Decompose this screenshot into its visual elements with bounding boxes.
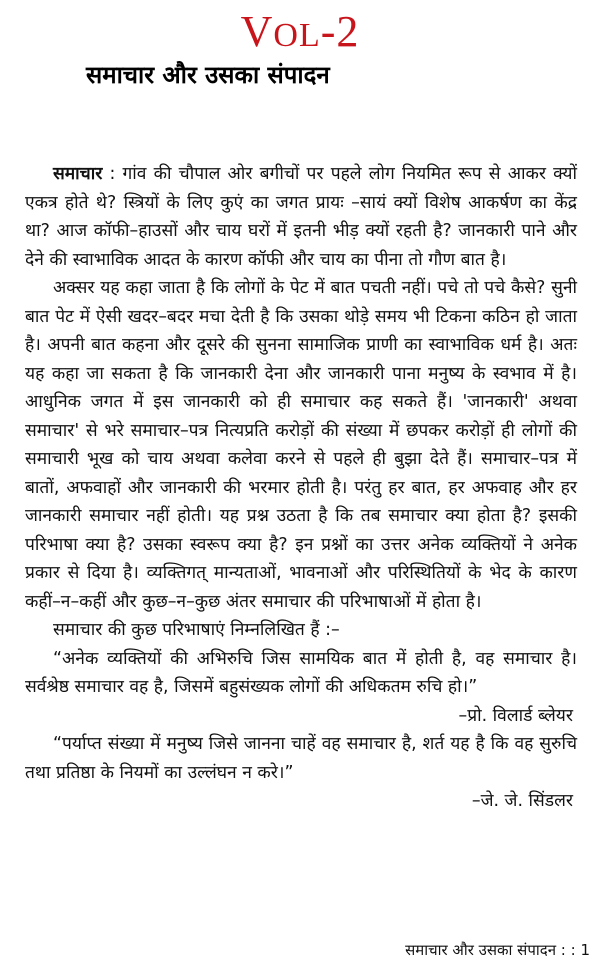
- paragraph-1-text: : गांव की चौपाल ओर बगीचों पर पहले लोग नियमित रूप से आकर क्यों एकत्र होते थे? स्त्रियों के लिए कुएं का जगत प्रायः –सायं क्यों विशेष आकर्षण का केंद्र था? आज कॉफी–हाउसों और चाय घरों में इतनी भीड़ क्यों रहती है? जानकारी पाने और देने की स्वाभाविक आदत के कारण कॉफी और चाय का पीना तो गौण बात है।: [25, 164, 577, 270]
- volume-initial: V: [240, 7, 274, 56]
- quote-2-attribution: –जे. जे. सिंडलर: [471, 791, 573, 811]
- quote-1: “अनेक व्यक्तियों की अभिरुचि जिस सामयिक बात में होती है, वह समाचार है। सर्वश्रेष्ठ समाचार वह है, जिसमें बहुसंख्यक लोगों की अधिकतम रुचि हो।”: [25, 648, 577, 697]
- quote-1-attribution: –प्रो. विलार्ड ब्लेयर: [458, 705, 573, 726]
- quote-2: “पर्याप्त संख्या में मनुष्य जिसे जानना चाहें वह समाचार है, शर्त यह है कि वह सुरुचि तथा प्रतिष्ठा के नियमों का उल्लंघन न करे।”: [25, 734, 577, 783]
- page-footer: [405, 940, 590, 960]
- paragraph-3: समाचार की कुछ परिभाषाएं निम्नलिखित हैं :–: [53, 620, 340, 640]
- paragraph-1: [25, 160, 577, 274]
- body-text: [25, 160, 577, 816]
- volume-heading: [0, 8, 600, 60]
- volume-number: -2: [320, 7, 360, 56]
- page-number: 1: [580, 941, 590, 959]
- footer-separator: : :: [556, 941, 581, 959]
- paragraph-lead: समाचार: [53, 164, 103, 184]
- paragraph-2: अक्सर यह कहा जाता है कि लोगों के पेट में बात पचती नहीं। पचे तो पचे कैसे? सुनी बात पेट में ऐसी खदर–बदर मचा देती है कि उसका थोड़े समय भी टिकना कठिन हो जाता है। अपनी बात कहना और दूसरे की सुनना सामाजिक प्राणी का स्वाभाविक धर्म है। अतः यह कहा जा सकता है कि जानकारी देना और जानकारी पाना मनुष्य के स्वभाव में है। आधुनिक जगत में इस जानकारी को ही समाचार कह सकते हैं। 'जानकारी' अथवा समाचार' से भरे समाचार–पत्र नित्यप्रति करोड़ों की संख्या में छपकर करोड़ों ही लोगों की समाचारी भूख को चाय अथवा कलेवा करने से पहले ही बुझा देते हैं। समाचार–पत्र में बातों, अफवाहों और जानकारी की भरमार होती है। परंतु हर बात, हर अफवाह और हर जानकारी समाचार नहीं होती। यह प्रश्न उठता है कि तब समाचार क्या होता है? इसकी परिभाषा क्या है? उसका स्वरूप क्या है? इन प्रश्नों का उत्तर अनेक व्यक्तियों ने अनेक प्रकार से दिया है। व्यक्तिगत् मान्यताओं, भावनाओं और परिस्थितियों के भेद के कारण कहीं–न–कहीं और कुछ–न–कुछ अंतर समाचार की परिभाषाओं में होता है।: [25, 278, 577, 612]
- chapter-title: समाचार और उसका संपादन: [86, 61, 330, 89]
- volume-word-rest: OL: [273, 17, 321, 54]
- footer-running-title: समाचार और उसका संपादन: [405, 941, 557, 959]
